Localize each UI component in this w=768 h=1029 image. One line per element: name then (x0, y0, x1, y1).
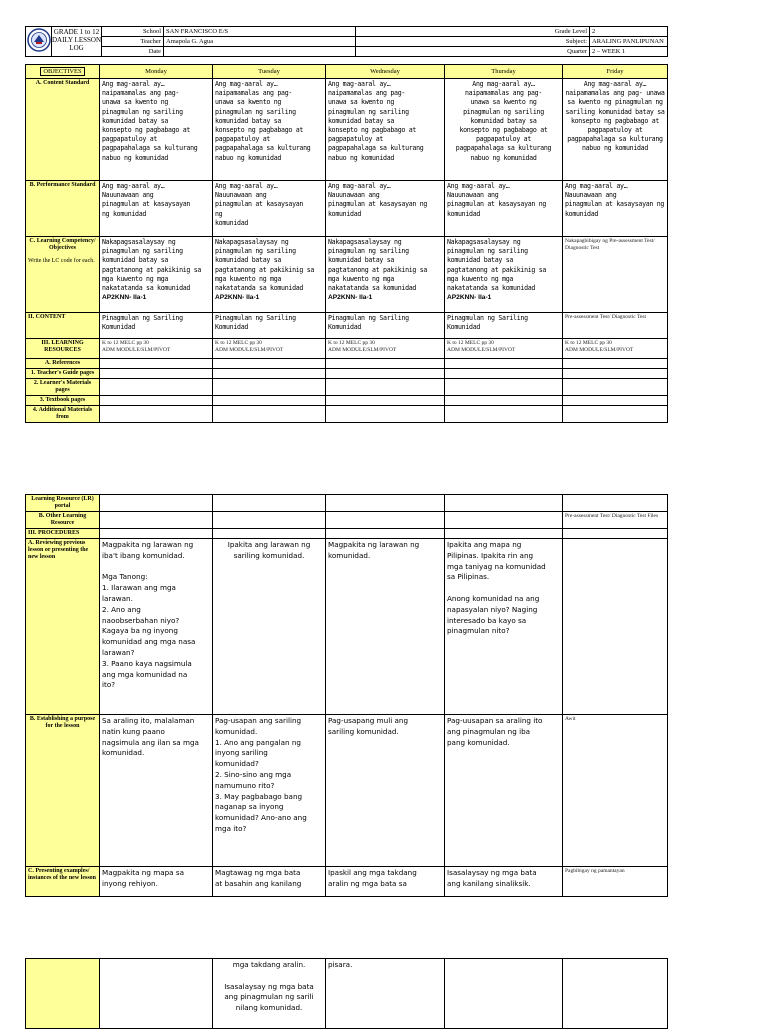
cell-line: ADM MODULE/SLM/PIVOT (328, 346, 397, 353)
cell-line: Ang mag-aaral ay… (447, 182, 510, 190)
cell-line: Nakapagsasalaysay ng (102, 238, 176, 246)
cell-line: komunidad ang mga nasa (102, 637, 196, 647)
cell-line: larawan. (102, 593, 133, 603)
cell (563, 339, 668, 359)
title-line-2: DAILY LESSON (52, 36, 102, 44)
cell-line: komunidad. (102, 748, 145, 758)
cell-line: ng komunidad (102, 209, 147, 218)
cell-line: Magpakita ng larawan ng (102, 540, 194, 549)
cell (100, 181, 213, 237)
cell (100, 313, 213, 339)
cell-line: pinagmulan ng sariling (215, 247, 296, 256)
purpose-label: B. Establishing a purpose for the lesson (26, 715, 100, 867)
quarter-label: Quarter (356, 47, 590, 57)
cell-line: Mga Tanong: (102, 572, 148, 582)
cell-line: pagpapahalaga sa kulturang (455, 144, 552, 153)
cell-line: komunidad batay sa (102, 256, 169, 265)
cell-line: naganap sa inyong (215, 802, 284, 812)
continuation-label (26, 959, 100, 1029)
cell-line: pinagmulan at kasaysayan ng (328, 200, 428, 209)
cell-line: Ang mag-aaral ay… (565, 182, 628, 190)
cell-line: mga kuwento ng mga (102, 274, 169, 283)
cell-line: Ang mag-aaral ay… (328, 80, 391, 88)
cell-line: interesado ba kayo sa (447, 615, 527, 625)
cell-line: mga kuwento ng mga (215, 274, 282, 283)
objectives-header: OBJECTIVES (26, 65, 100, 79)
cell-line: nabuo ng komunidad (581, 144, 649, 153)
cell-line: naoobserbahan niyo? (102, 615, 180, 625)
cell-line: ADM MODULE/SLM/PIVOT (102, 346, 171, 353)
cell-line: unawa sa kwento ng (328, 98, 395, 107)
cell-line: pinagmulan ng sariling (328, 247, 409, 256)
cell (445, 715, 563, 867)
cell-line: pagpapatuloy at (215, 135, 271, 144)
cell-line: Pinagmulan ng Sariling (102, 314, 183, 322)
cell-line: 2. Ano ang (102, 604, 141, 614)
day-header-monday: Monday (100, 65, 213, 79)
cell-line: komunidad (565, 209, 599, 218)
cell-line: Ang mag-aaral ay… (328, 182, 391, 190)
dll-main-table (25, 64, 668, 423)
cell-line: Pagbibigay ng pamantayan (565, 868, 625, 874)
cell-line: komunidad batay sa (470, 116, 537, 125)
cell-line: K to 12 MELC pp 30 (102, 340, 149, 346)
cell-line: Nakapagsasalaysay ng (447, 238, 521, 246)
cell-line: aralin ng mga bata sa (328, 878, 407, 888)
cell-line: Pinagmulan ng Sariling (328, 314, 409, 322)
cell (563, 867, 668, 897)
cell-line: inyong sariling (215, 748, 268, 758)
cell-line: Nauunawaan ang (565, 191, 617, 200)
procedures-label: III. PROCEDURES (26, 529, 100, 539)
cell-line: pagtatanong at pakikinig sa (447, 265, 547, 274)
cell (445, 539, 563, 715)
cell (213, 313, 326, 339)
cell-line: Isasalaysay ng mga bata (447, 868, 537, 877)
day-header-tuesday: Tuesday (213, 65, 326, 79)
cell (445, 867, 563, 897)
cell (100, 79, 213, 181)
cell-line: at basahin ang kanilang (215, 878, 302, 888)
competency-label-text: C. Learning Competency/ Objectives (29, 238, 96, 251)
cell-line: K to 12 MELC pp 30 (215, 340, 262, 346)
cell-line: komunidad (328, 209, 362, 218)
title-line-3: LOG (69, 44, 84, 52)
cell-line: unawa sa kwento ng (470, 98, 537, 107)
cell-line: nabuo ng komunidad (328, 153, 395, 162)
cell-line: pagpapahalaga sa kulturang (567, 135, 663, 144)
cell-line: nakatatanda sa komunidad (102, 284, 191, 293)
cell (326, 339, 445, 359)
cell-line: Pag-usapan ang sariling (215, 716, 302, 725)
deped-seal-cell (26, 27, 52, 57)
cell (100, 539, 213, 715)
lc-code: AP2KNN- IIa-1 (215, 294, 260, 302)
cell-line: 1. Ano ang pangalan ng (215, 737, 301, 747)
cell-line: pagpapahalaga sa kulturang (328, 144, 424, 153)
cell-line: 3. Paano kaya nagsimula (102, 658, 192, 668)
references-label: A. References (26, 359, 100, 369)
page-3 (0, 958, 768, 1024)
cell-line: 3. May pagbabago bang (215, 791, 303, 801)
cell-line: komunidad (447, 209, 481, 218)
cell-line: konsepto ng pagbabago at (215, 126, 304, 135)
cell-line: komunidad (215, 218, 249, 227)
cell-line: Nakapagsasalaysay ng (328, 238, 402, 246)
cell-line: komunidad. (215, 726, 258, 736)
teacher-label: Teacher (102, 37, 164, 47)
cell-line: Pilipinas. Ipakita rin ang (447, 550, 534, 560)
cell-line (215, 971, 323, 982)
cell-line: komunidad batay sa (328, 256, 395, 265)
cell (100, 867, 213, 897)
cell-line: namumuno rito? (215, 780, 275, 790)
cell (563, 715, 668, 867)
cell-line: 2. Sino-sino ang mga (215, 769, 292, 779)
cell-line: ang pinagmulan ng iba (447, 726, 531, 736)
date-label: Date (102, 47, 164, 57)
cell-line (102, 562, 210, 573)
cell-line: naipamamalas ang pag- (102, 89, 180, 98)
cell-line: Magtawag ng mga bata (215, 868, 301, 877)
cell (445, 339, 563, 359)
cell-line: K to 12 MELC pp 30 (565, 340, 612, 346)
cell (326, 181, 445, 237)
cell-line: Anong komunidad na ang (447, 593, 540, 603)
cell-line: komunidad batay sa (328, 116, 395, 125)
cell (213, 237, 326, 313)
cell (213, 339, 326, 359)
additional-materials-label: 4. Additional Materials from (26, 406, 100, 423)
cell-line: ADM MODULE/SLM/PIVOT (565, 346, 634, 353)
cell-line: Pre-assessment Test/ Diagnostic Test (565, 314, 647, 320)
cell-line: Pag-uusapan sa araling ito (447, 716, 543, 725)
cell (213, 79, 326, 181)
cell-line: Ipaskil ang mga takdang (328, 868, 417, 877)
cell-line: Pinagmulan ng Sariling (215, 314, 296, 322)
cell-line: Ang mag-aaral ay… (102, 182, 165, 190)
cell-line: ng (215, 209, 223, 218)
lc-code-note: Write the LC code for each. (28, 258, 95, 264)
cell-line: ang pinagmulan ng sarili (224, 992, 314, 1002)
cell (100, 715, 213, 867)
cell-line: nilang komunidad. (235, 1003, 303, 1013)
cell (445, 313, 563, 339)
cell-line: Nauunawaan ang (328, 191, 380, 200)
cell-line: komunidad batay sa (215, 256, 282, 265)
cell-line: unawa sa kwento ng (102, 98, 169, 107)
cell-line: Nakapagbibigay ng Pre-assessment Test/ (565, 238, 655, 244)
lc-code: AP2KNN- IIa-1 (328, 294, 373, 302)
cell-line: Ang mag-aaral ay… (102, 80, 165, 88)
school-value: SAN FRANCISCO E/S (164, 27, 356, 37)
cell (213, 539, 326, 715)
cell (213, 959, 326, 1029)
cell-line: komunidad batay sa (102, 116, 169, 125)
cell-line: napasyalan niyo? Naging (447, 604, 538, 614)
cell-line: Nauunawaan ang (215, 191, 267, 200)
teachers-guide-label: 1. Teacher's Guide pages (26, 369, 100, 379)
cell-line: pinagmulan ng sariling (328, 107, 409, 116)
continuation-table (25, 958, 668, 1029)
other-resource-friday: Pre-assessment Test/ Diagnostic Test Files (563, 512, 668, 529)
review-label: A. Reviewing previous lesson or presenting the new lesson (26, 539, 100, 715)
cell-line: Nauunawaan ang (102, 191, 154, 200)
cell (326, 715, 445, 867)
cell-line: Komunidad (328, 323, 362, 332)
cell-line: nakatatanda sa komunidad (447, 284, 536, 293)
day-header-wednesday: Wednesday (326, 65, 445, 79)
cell-line: komunidad. (328, 550, 371, 560)
content-standard-label: A. Content Standard (26, 79, 100, 181)
cell-line: sariling komunidad. (233, 550, 305, 560)
cell-line: pinagmulan nito? (447, 626, 510, 636)
cell-line: sa Pilipinas. (447, 572, 490, 582)
cell (445, 79, 563, 181)
cell-line: konsepto ng pagbabago at (570, 116, 660, 125)
lc-code: AP2KNN- IIa-1 (102, 294, 147, 302)
grade-level-value: 2 (590, 27, 668, 37)
cell-line: pisara. (328, 960, 353, 969)
cell-line: Komunidad (215, 323, 249, 332)
subject-label: Subject: (356, 37, 590, 47)
presenting-label: C. Presenting examples/ instances of the new lesson (26, 867, 100, 897)
cell-line: pagpapatuloy at (328, 135, 384, 144)
cell-line: pagpapatuloy at (475, 135, 532, 144)
cell-line: nabuo ng komunidad (215, 153, 282, 162)
cell-line: pinagmulan ng sariling (215, 107, 296, 116)
cell-line: 1. Ilarawan ang mga (102, 583, 176, 593)
cell (563, 237, 668, 313)
procedures-table (25, 494, 668, 897)
cell-line: pang komunidad. (447, 737, 510, 747)
cell-line: ang kanilang sinaliksik. (447, 878, 531, 888)
cell-line: Pinagmulan ng Sariling (447, 314, 528, 322)
quarter-value: 2 – WEEK 1 (590, 47, 668, 57)
cell (326, 313, 445, 339)
cell (213, 181, 326, 237)
cell-line: pinagmulan at kasaysayan ng (447, 200, 547, 209)
grade-level-label: Grade Level (356, 27, 590, 37)
cell (100, 237, 213, 313)
cell-line: Ang mag-aaral ay… (215, 80, 278, 88)
title-line-1: GRADE 1 to 12 (53, 28, 100, 36)
cell-line: ang mga komunidad na (102, 669, 188, 679)
cell-line: konsepto ng pagbabago at (328, 126, 417, 135)
cell-line: Magpakita ng larawan ng (328, 540, 420, 549)
cell-line: naipamamalas ang pag- (215, 89, 293, 98)
cell-line: Ang mag-aaral ay… (215, 182, 278, 190)
cell-line: komunidad batay sa (447, 256, 514, 265)
cell (213, 715, 326, 867)
date-value (164, 47, 356, 57)
cell-line: Ipakita ang mapa ng (447, 540, 522, 549)
cell (213, 867, 326, 897)
lc-code: AP2KNN- IIa-1 (447, 294, 492, 302)
other-resource-label: B. Other Learning Resource (26, 512, 100, 529)
cell-line: konsepto ng pagbabago at (459, 126, 548, 135)
cell-line: pagpapatuloy at (587, 126, 643, 135)
cell-line: Ang mag-aaral ay… (583, 80, 647, 88)
cell (326, 79, 445, 181)
cell (445, 237, 563, 313)
cell-line: K to 12 MELC pp 30 (328, 340, 375, 346)
day-header-friday: Friday (563, 65, 668, 79)
cell-line: pagtatanong at pakikinig sa (102, 265, 202, 274)
cell (563, 181, 668, 237)
cell (563, 313, 668, 339)
cell-line: unawa sa kwento ng (215, 98, 282, 107)
cell-line: mga taniyag na komunidad (447, 561, 546, 571)
deped-seal-icon (26, 27, 52, 53)
cell-line: mga kuwento ng mga (328, 274, 395, 283)
cell-line: Ang mag-aaral ay… (472, 80, 535, 88)
cell-line: inyong rehiyon. (102, 878, 158, 888)
day-header-thursday: Thursday (445, 65, 563, 79)
subject-value: ARALING PANLIPUNAN (590, 37, 668, 47)
cell-line: pinagmulan ng sariling (447, 247, 528, 256)
cell (326, 539, 445, 715)
cell-line: K to 12 MELC pp 30 (447, 340, 494, 346)
cell-line: naipamamalas ang pag- unawa (565, 89, 665, 98)
school-label: School (102, 27, 164, 37)
cell-line: sa kwento ng pinagmulan ng (567, 98, 663, 107)
cell-line: Komunidad (447, 323, 481, 332)
cell-line: sariling komunidad. (328, 726, 399, 736)
cell-line: pinagmulan ng sariling (102, 247, 183, 256)
cell (326, 237, 445, 313)
cell-line: pinagmulan at kasaysayan ng (565, 200, 665, 209)
cell-line: ADM MODULE/SLM/PIVOT (215, 346, 284, 353)
cell-line: naipamamalas ang pag- (328, 89, 406, 98)
cell-line: pinagmulan at kasaysayan (215, 200, 304, 209)
cell-line: komunidad batay sa (215, 116, 282, 125)
cell-line: konsepto ng pagbabago at (102, 126, 191, 135)
dll-title (52, 27, 102, 57)
cell-line: natin kung paano (102, 726, 165, 736)
cell-line: pagtatanong at pakikinig sa (215, 265, 315, 274)
learners-materials-label: 2. Learner's Materials pages (26, 379, 100, 396)
lr-portal-label: Learning Resource (LR) portal (26, 495, 100, 512)
cell-line: nabuo ng komunidad (470, 153, 537, 162)
cell-line: sariling komunidad batay sa (565, 107, 665, 116)
cell-line: Diagnostic Test (565, 244, 600, 251)
cell-line: larawan? (102, 647, 135, 657)
cell-line: Awit (565, 716, 576, 722)
cell-line: nakatatanda sa komunidad (215, 284, 304, 293)
textbook-pages-label: 3. Textbook pages (26, 396, 100, 406)
dll-header-table (25, 26, 668, 57)
cell-line: ADM MODULE/SLM/PIVOT (447, 346, 516, 353)
cell-line: Komunidad (102, 323, 136, 332)
cell-line: mga takdang aralin. (232, 960, 306, 969)
cell-line: pagpapatuloy at (102, 135, 158, 144)
cell-line: pinagmulan ng sariling (463, 107, 544, 116)
cell-line: nakatatanda sa komunidad (328, 284, 417, 293)
cell (326, 867, 445, 897)
cell-line: Nakapagsasalaysay ng (215, 238, 289, 246)
cell-line: komunidad? Ano-ano ang (215, 813, 307, 823)
teacher-value: Amapola G. Agua (164, 37, 356, 47)
cell (326, 959, 445, 1029)
cell-line: Pag-usapang muli ang (328, 716, 409, 725)
cell-line (447, 583, 560, 594)
cell-line: mga ito? (215, 823, 247, 833)
cell (563, 79, 668, 181)
cell-line: nagsimula ang ilan sa mga (102, 737, 199, 747)
cell-line: Isasalaysay ng mga bata (224, 981, 314, 991)
cell-line: mga kuwento ng mga (447, 274, 514, 283)
cell-line: nabuo ng komunidad (102, 153, 169, 162)
cell (563, 539, 668, 715)
cell-line: Ipakita ang larawan ng (227, 540, 311, 549)
cell (445, 181, 563, 237)
cell-line: pinagmulan at kasaysayan (102, 200, 191, 209)
learning-resources-label: III. LEARNING RESOURCES (26, 339, 100, 359)
cell-line: naipamamalas ang pag- (464, 89, 543, 98)
cell-line: pagpapahalaga sa kulturang (102, 144, 198, 153)
page-2 (0, 470, 768, 930)
cell (100, 339, 213, 359)
performance-standard-label: B. Performance Standard (26, 181, 100, 237)
cell-line: Kagaya ba ng inyong (102, 626, 178, 636)
cell-line: Sa araling ito, malalaman (102, 716, 195, 725)
cell-line: pinagmulan ng sariling (102, 107, 183, 116)
cell-line: pagpapahalaga sa kulturang (215, 144, 311, 153)
cell-line: ito? (102, 680, 116, 690)
cell-line: Magpakita ng mapa sa (102, 868, 185, 877)
page-1 (0, 0, 768, 440)
cell-line: Nauunawaan ang (447, 191, 499, 200)
cell-line: iba't ibang komunidad. (102, 550, 185, 560)
cell-line: pagtatanong at pakikinig sa (328, 265, 428, 274)
cell-line (565, 540, 665, 547)
content-label: II. CONTENT (26, 313, 100, 339)
cell-line: komunidad? (215, 759, 259, 769)
competency-label (26, 237, 100, 313)
